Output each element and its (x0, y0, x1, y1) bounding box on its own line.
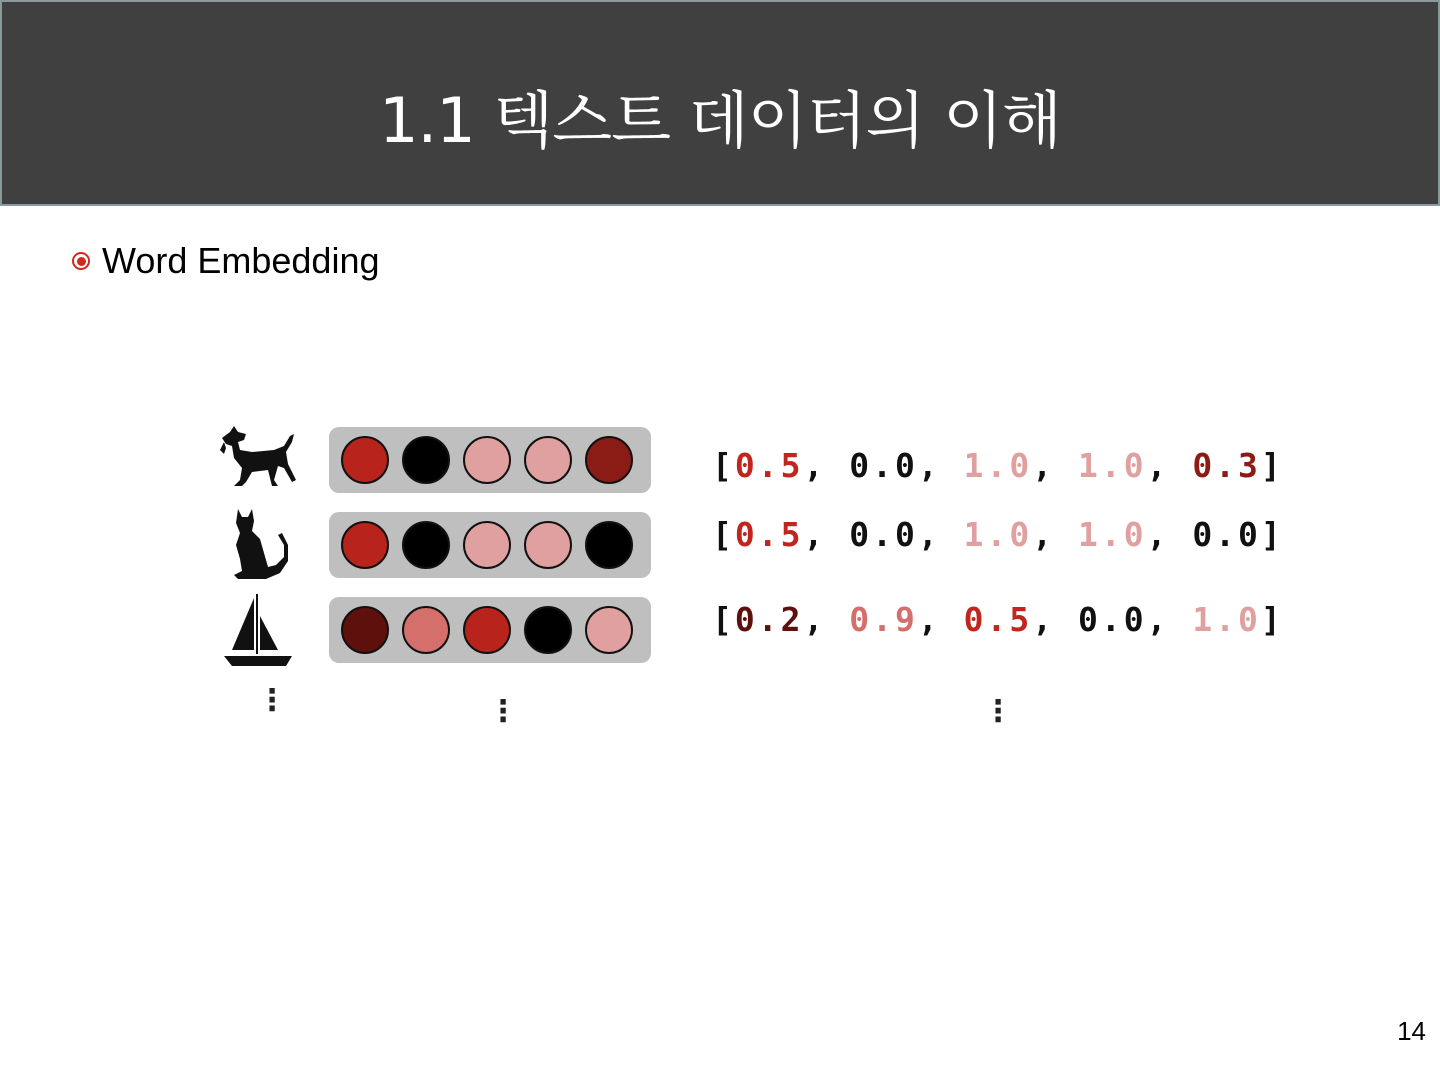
vector-value: 1.0 (1077, 446, 1147, 485)
vector-value: 1.0 (1077, 515, 1147, 554)
embedding-circle (585, 521, 633, 569)
vector-box (329, 512, 651, 578)
vector-value: 0.5 (963, 600, 1033, 639)
embedding-circle (524, 521, 572, 569)
vector-box (329, 597, 651, 663)
dog-icon (216, 420, 300, 500)
vector-value: 0.0 (1192, 515, 1261, 554)
ellipsis-values: ⋮ (983, 694, 1013, 729)
vector-value: 1.0 (1192, 600, 1261, 639)
vector-value: 0.3 (1192, 446, 1261, 485)
vector-value: 0.0 (1077, 600, 1147, 639)
slide-title: 1.1 텍스트 데이터의 이해 (379, 83, 1061, 157)
ellipsis-icons: ⋮ (257, 683, 287, 718)
vector-value: 1.0 (963, 446, 1033, 485)
title-bar (0, 0, 1440, 206)
embedding-circle (402, 606, 450, 654)
embedding-circle (463, 521, 511, 569)
vector-values: [0.5, 0.0, 1.0, 1.0, 0.0] (712, 515, 1284, 554)
vector-values: [0.5, 0.0, 1.0, 1.0, 0.3] (712, 446, 1284, 485)
vector-value: 0.2 (734, 600, 804, 639)
vector-value: 0.9 (849, 600, 918, 639)
vector-value: 0.5 (734, 515, 804, 554)
embedding-circle (341, 521, 389, 569)
vector-value: 0.5 (734, 446, 804, 485)
sailboat-icon (216, 590, 300, 670)
embedding-row (0, 420, 1440, 500)
embedding-circle (341, 436, 389, 484)
embedding-row (0, 505, 1440, 585)
vector-values: [0.2, 0.9, 0.5, 0.0, 1.0] (712, 600, 1284, 639)
embedding-circle (402, 436, 450, 484)
vector-value: 1.0 (963, 515, 1033, 554)
embedding-circle (585, 606, 633, 654)
embedding-circle (341, 606, 389, 654)
embedding-circle (402, 521, 450, 569)
vector-box (329, 427, 651, 493)
cat-icon (216, 505, 300, 585)
embedding-row (0, 590, 1440, 670)
ellipsis-vectors: ⋮ (488, 694, 518, 729)
embedding-circle (463, 436, 511, 484)
embedding-circle (524, 606, 572, 654)
bullet-text: Word Embedding (102, 240, 380, 281)
embedding-circle (524, 436, 572, 484)
embedding-circle (585, 436, 633, 484)
embedding-circle (463, 606, 511, 654)
vector-value: 0.0 (849, 515, 918, 554)
page-number: 14 (1397, 1016, 1426, 1046)
bullet-circle-icon (72, 252, 90, 270)
vector-value: 0.0 (849, 446, 918, 485)
bullet-item (72, 240, 380, 282)
